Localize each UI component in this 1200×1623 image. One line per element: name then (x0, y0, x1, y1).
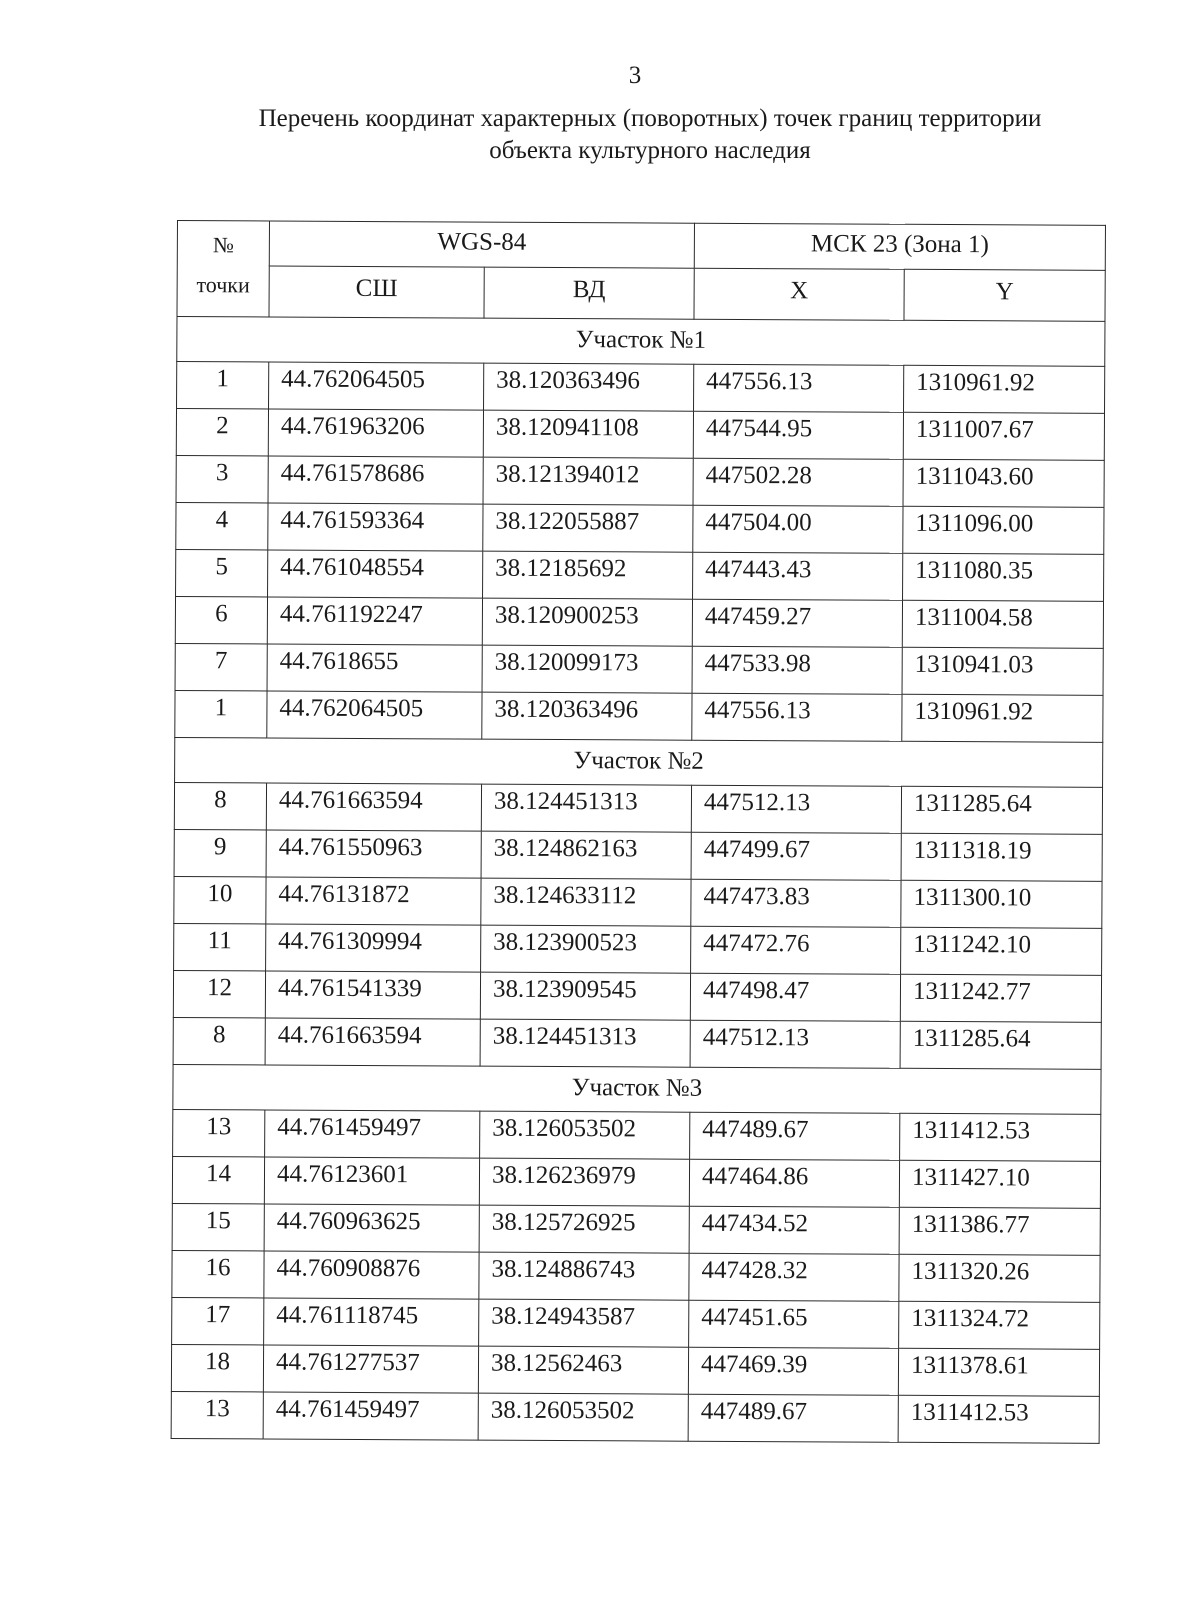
longitude-cell: 38.120941108 (483, 410, 693, 458)
x-cell: 447502.28 (693, 458, 903, 506)
y-cell: 1311324.72 (899, 1301, 1100, 1349)
point-number-cell: 13 (171, 1391, 263, 1438)
section-row (175, 737, 1103, 787)
point-number-cell: 10 (174, 876, 266, 923)
table-row (172, 1250, 1100, 1302)
title-line-1: Перечень координат характерных (поворотных) точек границ территории (258, 105, 1042, 132)
header-point-number (177, 221, 270, 317)
longitude-cell: 38.126053502 (480, 1111, 690, 1159)
point-number-cell: 3 (176, 455, 268, 502)
table-row (175, 596, 1103, 648)
y-cell: 1311378.61 (898, 1348, 1099, 1396)
y-cell: 1311427.10 (899, 1160, 1100, 1208)
longitude-cell: 38.120099173 (482, 645, 692, 693)
longitude-cell: 38.120900253 (482, 598, 692, 646)
latitude-cell: 44.761459497 (263, 1392, 478, 1440)
table-row (177, 362, 1105, 414)
latitude-cell: 44.762064505 (269, 362, 484, 410)
x-cell: 447443.43 (693, 552, 903, 600)
y-cell: 1311007.67 (903, 412, 1104, 460)
x-cell: 447469.39 (688, 1347, 898, 1395)
x-cell: 447512.13 (690, 1020, 900, 1068)
longitude-cell: 38.124451313 (480, 1019, 690, 1067)
point-number-cell: 11 (174, 923, 266, 970)
x-cell: 447434.52 (689, 1206, 899, 1254)
x-cell: 447544.95 (693, 411, 903, 459)
longitude-cell: 38.126236979 (479, 1158, 689, 1206)
latitude-cell: 44.761593364 (268, 503, 483, 551)
longitude-cell: 38.124862163 (481, 831, 691, 879)
latitude-cell: 44.761118745 (264, 1298, 479, 1346)
y-cell: 1311412.53 (898, 1395, 1099, 1443)
x-cell: 447464.86 (689, 1159, 899, 1207)
table-row (173, 1017, 1101, 1069)
point-number-cell: 1 (175, 690, 267, 737)
x-cell: 447498.47 (690, 973, 900, 1021)
x-cell: 447533.98 (692, 646, 902, 694)
y-cell: 1311242.10 (901, 927, 1102, 975)
table-row (174, 876, 1102, 928)
latitude-cell: 44.761048554 (268, 550, 483, 598)
table-row (173, 1109, 1101, 1161)
header-row-2 (177, 266, 1105, 322)
header-latitude: СШ (269, 266, 484, 318)
table-row (175, 643, 1103, 695)
point-number-cell: 16 (172, 1250, 264, 1297)
longitude-cell: 38.121394012 (483, 457, 693, 505)
table-row (171, 1344, 1099, 1396)
table-row (174, 829, 1102, 881)
latitude-cell: 44.76131872 (266, 877, 481, 925)
table-row (172, 1156, 1100, 1208)
point-number-cell: 17 (172, 1297, 264, 1344)
y-cell: 1310961.92 (904, 365, 1105, 413)
header-x: X (694, 268, 904, 320)
latitude-cell: 44.761459497 (265, 1110, 480, 1158)
y-cell: 1311318.19 (901, 833, 1102, 881)
x-cell: 447459.27 (692, 599, 902, 647)
title-line-2: объекта культурного наследия (489, 137, 811, 164)
longitude-cell: 38.124943587 (479, 1299, 689, 1347)
point-number-cell: 8 (173, 1017, 265, 1064)
x-cell: 447428.32 (689, 1253, 899, 1301)
latitude-cell: 44.760908876 (264, 1251, 479, 1299)
latitude-cell: 44.761309994 (266, 924, 481, 972)
latitude-cell: 44.760963625 (264, 1204, 479, 1252)
y-cell: 1311386.77 (899, 1207, 1100, 1255)
point-number-cell: 2 (176, 409, 268, 456)
y-cell: 1311043.60 (903, 459, 1104, 507)
header-y: Y (904, 269, 1105, 321)
point-number-cell: 5 (176, 549, 268, 596)
y-cell: 1310941.03 (902, 647, 1103, 695)
y-cell: 1311242.77 (900, 974, 1101, 1022)
x-cell: 447489.67 (690, 1112, 900, 1160)
point-number-cell: 18 (171, 1344, 263, 1391)
table-row (171, 1391, 1099, 1443)
x-cell: 447504.00 (693, 505, 903, 553)
point-number-cell: 15 (172, 1203, 264, 1250)
y-cell: 1311096.00 (903, 506, 1104, 554)
table-row (172, 1203, 1100, 1255)
latitude-cell: 44.761578686 (268, 456, 483, 504)
section-title: Участок №1 (177, 317, 1105, 367)
longitude-cell: 38.120363496 (482, 692, 692, 740)
longitude-cell: 38.123909545 (480, 972, 690, 1020)
y-cell: 1311285.64 (901, 786, 1102, 834)
point-number-cell: 9 (174, 829, 266, 876)
latitude-cell: 44.761541339 (265, 971, 480, 1019)
latitude-cell: 44.76123601 (264, 1157, 479, 1205)
document-title (180, 103, 1120, 167)
section-title: Участок №2 (175, 737, 1103, 787)
header-msk23: МСК 23 (Зона 1) (694, 223, 1105, 270)
x-cell: 447489.67 (688, 1394, 898, 1442)
header-longitude: ВД (484, 267, 694, 319)
point-number-cell: 12 (173, 970, 265, 1017)
table-row (174, 782, 1102, 834)
longitude-cell: 38.126053502 (478, 1393, 688, 1441)
table-row (176, 409, 1104, 461)
point-number-cell: 7 (175, 643, 267, 690)
header-number-sign: № (212, 232, 234, 258)
x-cell: 447473.83 (691, 879, 901, 927)
table-row (173, 970, 1101, 1022)
point-number-cell: 1 (177, 362, 269, 409)
latitude-cell: 44.762064505 (267, 691, 482, 739)
point-number-cell: 14 (172, 1156, 264, 1203)
longitude-cell: 38.123900523 (481, 925, 691, 973)
latitude-cell: 44.761663594 (266, 783, 481, 831)
table-row (174, 923, 1102, 975)
latitude-cell: 44.761550963 (266, 830, 481, 878)
latitude-cell: 44.761963206 (268, 409, 483, 457)
y-cell: 1311004.58 (902, 600, 1103, 648)
point-number-cell: 6 (175, 596, 267, 643)
table-row (175, 690, 1103, 742)
point-number-cell: 8 (174, 782, 266, 829)
latitude-cell: 44.761192247 (267, 597, 482, 645)
x-cell: 447556.13 (692, 693, 902, 741)
coordinates-table (171, 220, 1106, 1444)
latitude-cell: 44.761663594 (265, 1018, 480, 1066)
x-cell: 447556.13 (694, 364, 904, 412)
header-point-label: точки (196, 272, 250, 298)
point-number-cell: 13 (173, 1109, 265, 1156)
section-title: Участок №3 (173, 1064, 1101, 1114)
page-number: 3 (628, 62, 642, 89)
longitude-cell: 38.124451313 (481, 784, 691, 832)
y-cell: 1311300.10 (901, 880, 1102, 928)
table-row (176, 502, 1104, 554)
longitude-cell: 38.12185692 (483, 551, 693, 599)
table-row (176, 455, 1104, 507)
longitude-cell: 38.12562463 (478, 1346, 688, 1394)
longitude-cell: 38.124633112 (481, 878, 691, 926)
y-cell: 1311080.35 (903, 553, 1104, 601)
section-row (173, 1064, 1101, 1114)
table-row (172, 1297, 1100, 1349)
section-row (177, 317, 1105, 367)
x-cell: 447451.65 (689, 1300, 899, 1348)
table-row (176, 549, 1104, 601)
longitude-cell: 38.124886743 (479, 1252, 689, 1300)
longitude-cell: 38.122055887 (483, 504, 693, 552)
latitude-cell: 44.761277537 (263, 1345, 478, 1393)
x-cell: 447512.13 (691, 785, 901, 833)
y-cell: 1310961.92 (902, 694, 1103, 742)
latitude-cell: 44.7618655 (267, 644, 482, 692)
y-cell: 1311412.53 (900, 1113, 1101, 1161)
header-row-1 (177, 221, 1105, 271)
longitude-cell: 38.120363496 (484, 363, 694, 411)
longitude-cell: 38.125726925 (479, 1205, 689, 1253)
y-cell: 1311285.64 (900, 1021, 1101, 1069)
x-cell: 447472.76 (691, 926, 901, 974)
point-number-cell: 4 (176, 502, 268, 549)
header-wgs84: WGS-84 (269, 221, 694, 268)
x-cell: 447499.67 (691, 832, 901, 880)
y-cell: 1311320.26 (899, 1254, 1100, 1302)
table-body (171, 317, 1105, 1444)
